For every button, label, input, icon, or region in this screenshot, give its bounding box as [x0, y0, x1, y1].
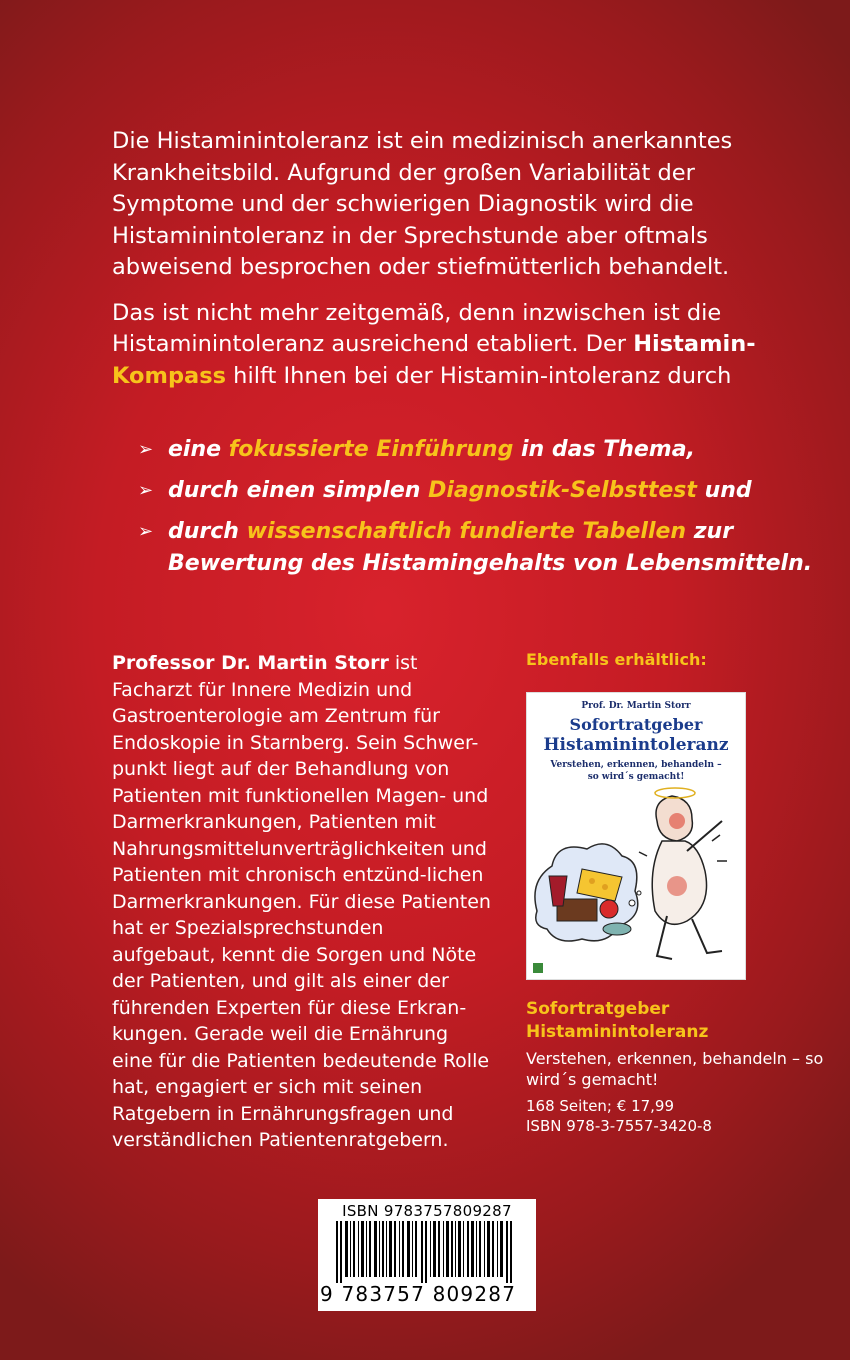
cover-subtitle-2: so wird´s gemacht!	[587, 772, 685, 782]
feature-item	[138, 475, 828, 507]
feature-list	[138, 434, 828, 589]
feature-highlight: Diagnostik-Selbsttest	[428, 478, 697, 503]
isbn-barcode	[318, 1199, 536, 1311]
book-subtitle: Verstehen, erkennen, behandeln – so wird´s gemacht!	[526, 1049, 824, 1089]
brand-kompass: Kompass	[112, 362, 227, 389]
feature-item	[138, 516, 828, 580]
author-name: Professor Dr. Martin Storr	[112, 652, 389, 674]
cover-subtitle	[527, 759, 745, 783]
feature-post: und	[696, 478, 752, 503]
author-bio	[112, 650, 492, 1154]
intro-paragraph-2	[112, 298, 812, 393]
barcode-bars	[322, 1221, 532, 1283]
feature-highlight: wissenschaftlich fundierte Tabellen	[246, 519, 687, 544]
book-title	[526, 998, 826, 1044]
feature-post: in das Thema,	[513, 437, 695, 462]
cover-title-1: Sofortratgeber	[569, 715, 703, 734]
barcode-isbn-label: ISBN 9783757809287	[342, 1202, 512, 1220]
also-available	[526, 650, 826, 1135]
cover-subtitle-1: Verstehen, erkennen, behandeln –	[550, 760, 722, 770]
barcode-number: 9 783757 809287	[320, 1282, 517, 1306]
cover-title-2: Histaminintoleranz	[543, 735, 729, 755]
intro-p2-start: Das ist nicht mehr zeitgemäß, denn inzwischen ist die Histaminintoleranz ausreichend etabliert. Der	[112, 299, 722, 357]
intro-text	[112, 126, 812, 406]
cover-author: Prof. Dr. Martin Storr	[581, 701, 691, 711]
book-pages-price: 168 Seiten; € 17,99	[526, 1097, 675, 1115]
feature-post: zur Bewertung des Histamingehalts von Lebensmitteln.	[168, 519, 813, 576]
feature-item	[138, 434, 828, 466]
intro-paragraph-1: Die Histaminintoleranz ist ein medizinisch anerkanntes Krankheitsbild. Aufgrund der großen Variabilität der Symptome und der schwierigen Diagnostik wird die Histaminintoleranz in der Sprechstunde aber oftmals abweisend besprochen oder stiefmütterlich behandelt.	[112, 128, 733, 280]
intro-p2-end: hilft Ihnen bei der Histamin-intoleranz durch	[226, 362, 732, 389]
book-cover-image	[526, 692, 746, 980]
cover-illustration	[527, 781, 745, 979]
feature-pre: eine	[168, 437, 229, 462]
arrow-bullet-icon: ➢	[138, 439, 154, 460]
book-meta	[526, 1096, 826, 1136]
feature-pre: durch	[168, 519, 247, 544]
book-isbn: ISBN 978-3-7557-3420-8	[526, 1117, 712, 1135]
brand-histamin: Histamin-	[633, 331, 756, 357]
feature-highlight: fokussierte Einführung	[228, 437, 514, 462]
arrow-bullet-icon: ➢	[138, 521, 154, 542]
book-title-2: Histaminintoleranz	[526, 1022, 709, 1042]
author-bio-text: ist Facharzt für Innere Medizin und Gastroenterologie am Zentrum für Endoskopie in Starnberg. Sein Schwer-punkt liegt auf der Behandlung von Patienten mit funktionellen Magen- und Darmerkrankungen, Patienten mit Nahrungsmittelunverträglichkeiten und Patienten mit chronisch entzünd-lichen Darmerkrankungen. Für diese Patienten hat er Spezialsprechstunden aufgebaut, kennt die Sorgen und Nöte der Patienten, und gilt als einer der führenden Experten für diese Erkran-kungen. Gerade weil die Ernährung eine für die Patienten bedeutende Rolle hat, engagiert er sich mit seinen Ratgebern in Ernährungsfragen und verständlichen Patientenratgebern.	[112, 652, 491, 1151]
book-title-1: Sofortratgeber	[526, 999, 670, 1019]
also-available-heading: Ebenfalls erhältlich:	[526, 650, 707, 669]
feature-pre: durch einen simplen	[168, 478, 429, 503]
arrow-bullet-icon: ➢	[138, 480, 154, 501]
